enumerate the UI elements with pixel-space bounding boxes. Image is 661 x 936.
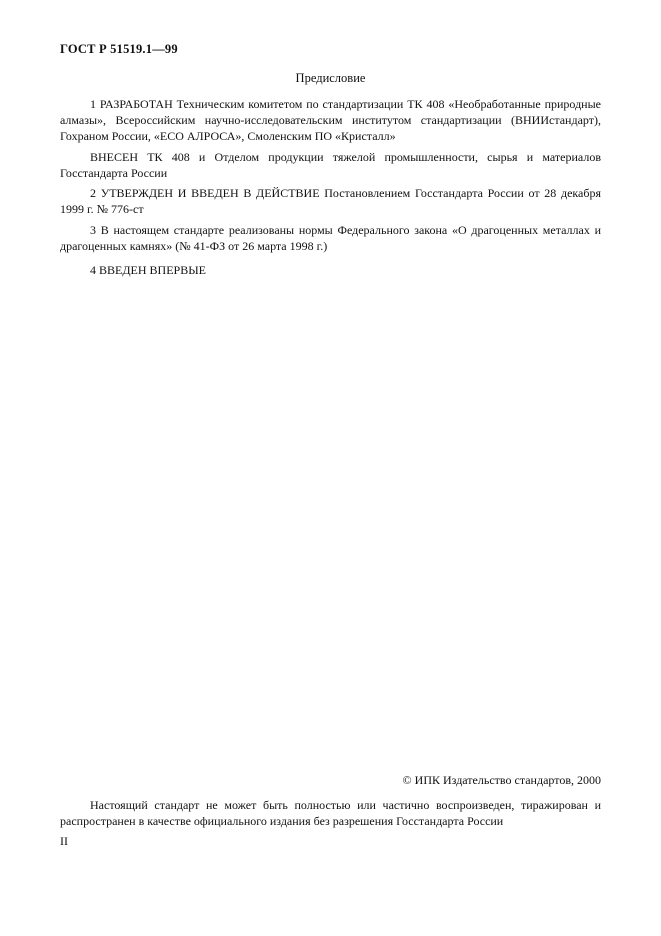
paragraph-introduced: ВНЕСЕН ТК 408 и Отделом продукции тяжелой промышленности, сырья и материалов Госстандарта России: [60, 150, 601, 180]
reproduction-notice: Настоящий стандарт не может быть полностью или частично воспроизведен, тиражирован и распространен в качестве официального издания без разрешения Госстандарта России: [60, 798, 601, 828]
paragraph-developed: 1 РАЗРАБОТАН Техническим комитетом по стандартизации ТК 408 «Необработанные природные алмазы», Всероссийским научно-исследовательским институтом стандартизации (ВНИИстандарт), Гохраном России, «ЕСО АЛРОСА», Смоленским ПО «Кристалл»: [60, 97, 601, 143]
paragraph-first-introduced: 4 ВВЕДЕН ВПЕРВЫЕ: [90, 263, 206, 277]
page-number: II: [60, 834, 68, 848]
copyright-line: © ИПК Издательство стандартов, 2000: [402, 773, 601, 787]
paragraph-federal-law: 3 В настоящем стандарте реализованы нормы Федерального закона «О драгоценных металлах и драгоценных камнях» (№ 41-ФЗ от 26 марта 1998 г.): [60, 223, 601, 253]
paragraph-approved: 2 УТВЕРЖДЕН И ВВЕДЕН В ДЕЙСТВИЕ Постановлением Госстандарта России от 28 декабря 1999 г. № 776-ст: [60, 186, 601, 216]
standard-code: ГОСТ Р 51519.1—99: [60, 42, 178, 56]
section-title: Предисловие: [295, 71, 366, 85]
